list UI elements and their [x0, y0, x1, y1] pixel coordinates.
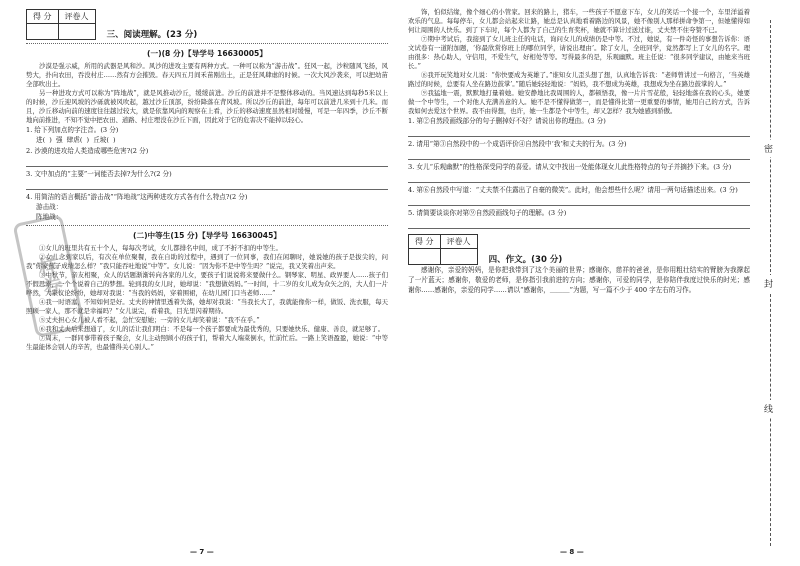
passage-paragraph: 另一种进攻方式可以称为“阵地战”，就是风推动沙丘，缓缓前进。沙丘的前进并不是整体移动的。当风速达到每秒5米以上的时候，沙丘迎风坡的沙砾就被风吹起，越过沙丘顶部，纷纷降落在背风坡。所以沙丘的前进，每年可以前进几米到十几米。而且，沙丘移动向前的速度往往越过较大，就是依靠风向的观察在上看，沙丘的移动速度虽然相对缓慢，可是一年四季，沙丘不断地向前推进，不知不觉中把农田、道路、村庄埋没在沙丘下面，因此对于它的危害决不能掉以轻心。 — [26, 89, 388, 124]
page-number: — 8 — — [560, 548, 584, 556]
passage-paragraph: ⑦周末，一群同事带着孩子聚会，女儿主动照顾小的孩子们，帮着大人端菜倒水，忙前忙后。一路上笑语盈盈，她说：“中等生最能体会别人的辛苦，也最懂得关心别人。” — [26, 334, 388, 351]
section-header — [26, 8, 388, 40]
passage-paragraph: ⑤丈夫担心女儿被人看不起，急忙安慰她；一旁的女儿却笑着说：“我不在乎。” — [39, 316, 260, 324]
question-1: 1. 给下列加点的字注音。(3 分) — [26, 126, 119, 134]
passage-paragraph: ⑨我猛地一震，默默地打量着她。她安静地比我周围的人，都顿悟我，像一片片雪花般，轻轻地落在我的心头，她要做一个中等生，一个对他人充满善意的人。她不是不懂得做第一，而是懂得比第一更重要的事情，她用自己的方式，告诉我如何去爱这个世界。我不由得想，也许，她一生都是个中等生，却又怎样？我为她感到骄傲。 — [408, 89, 750, 115]
page-7-content — [26, 8, 388, 352]
essay-text: 感谢你，亲爱的妈妈，是你把我带到了这个美丽的世界；感谢你，慈祥的爸爸，是你用粗壮结实的臂膀为我撑起了一片蓝天；感谢你，敬爱的老师，是你指引我前进的方向；感谢你，可爱的同学，是你陪伴我度过快乐的时光；感谢你……感谢你，亲爱的同学……请以“感谢你，＿＿＿”为题，写一篇不少于 400 字左右的习作。 — [408, 266, 750, 294]
question-2: 2. 沙漠的进攻给人类造成哪些危害?(2 分) — [26, 147, 149, 155]
section-title: 三、阅读理解。(23 分) — [106, 30, 198, 40]
question-5: 5. 请简要谈谈你对第⑨自然段画线句子的理解。(3 分) — [408, 209, 567, 217]
grader-label: 评卷人 — [58, 10, 95, 24]
question-4: 4. 用简洁的语言概括“游击战”“阵地战”这两种进攻方式各有什么特点?(2 分) — [26, 193, 248, 201]
essay-prompt — [408, 265, 750, 295]
binding-char: 密 — [764, 140, 773, 157]
divider — [26, 43, 388, 44]
binding-char: 封 — [764, 275, 773, 292]
question-3: 3. 文中加点的“主要”一词能否去掉?为什么?(2 分) — [26, 170, 172, 178]
word-item[interactable]: 进( ) — [36, 136, 52, 144]
grader-input[interactable] — [58, 24, 95, 40]
passage-paragraph: ⑧我开玩笑地对女儿说：“你快要成为英雄了。”谁知女儿歪头想了想，认真地告诉我：“老师曾讲过一句格言，‘当英雄路过的时候，总要有人坐在路边鼓掌’。”随后她轻轻地说：“妈妈，我不想成为英雄，我想成为坐在路边鼓掌的人。” — [408, 71, 750, 88]
answer-line[interactable] — [408, 195, 750, 206]
answer-line[interactable] — [408, 126, 750, 137]
answer-line[interactable] — [408, 149, 750, 160]
passage-paragraph: ⑦期中考试后，我接到了女儿班主任的电话，询问女儿的成绩仍是中等。不过，她说，有一件奇怪的事想告诉你：语文试卷有一道附加题，‘你最欣赏你班上的哪位同学，请说出理由’。除了女儿，全班同学，竟然都写上了女儿的名字。理由很多：热心助人，守信用，不爱生气，好相处等等。写得最多的是，乐观幽默。班主任说：“很多同学建议，由她来当班长。” — [408, 35, 750, 70]
binding-char: 线 — [764, 400, 773, 417]
score-label: 得 分 — [27, 10, 59, 24]
question-4: 4. 第⑥自然段中写道：“丈夫禁不住露出了自豪的微笑”。此时，他会想些什么呢？请用一两句话描述出来。(3 分) — [408, 186, 738, 194]
page-8 — [400, 0, 800, 566]
score-label: 得 分 — [409, 235, 441, 249]
word-row — [26, 135, 388, 146]
question-3: 3. 女儿“乐观幽默”的性格深受同学的喜爱。请从文中找出一处能体现女儿此性格特点的句子并摘抄下来。(3 分) — [408, 163, 732, 171]
essay-title: 四、作文。(30 分) — [488, 255, 563, 265]
question-1: 1. 第②自然段画线部分的句子删掉好不好？请说出你的理由。(3 分) — [408, 117, 606, 125]
divider — [26, 225, 388, 226]
answer-line[interactable] — [26, 156, 388, 167]
page-number: — 7 — — [190, 548, 214, 556]
score-table — [408, 234, 478, 265]
score-table — [26, 9, 96, 40]
binding-margin — [754, 0, 800, 566]
passage-paragraph: ①女儿的班里共有五十个人，每每次考试，女儿都排名中间，成了不折不扣的中等生。 — [39, 244, 282, 252]
passage-paragraph: ②女儿念到家以后，有次在单位聚餐，我在自助的过程中，遇到了一位同事，我们在闲聊时，她说她的孩子是拔尖的，问我“你家孩子成绩怎么样？”我只能吞吐地说“中等”。女儿说：“因为你不是中等生吗？”说完，我又笑着出声来。 — [26, 253, 388, 270]
passage-paragraph: 沙漠是强示威，所用的武器是风和沙。风沙的进攻主要有两种方式。一种可以称为“游击战”。狂风一起，沙粒随风飞扬，风势大，扑向农田，吞没村庄……然有方会摧毁。春天四五月间禾苗刚出土，正是狂风肆虐的时候。一次大风沙袭来，可以把幼苗全部吹出土。 — [26, 62, 388, 88]
score-input[interactable] — [409, 249, 441, 265]
grader-label: 评卷人 — [440, 235, 477, 249]
score-input[interactable] — [27, 24, 59, 40]
passage-paragraph: ③中秋节，亲友相聚，众人的话题渐渐转向各家的儿女，要孩子们说说将来要做什么。钢琴家、明星、政界要人……孩子们不假思索，一个个说着自己的梦想。轮到我的女儿时，她却说：“我想做妈妈。”一时间，十二岁的女儿成为众矢之的，大人们一片哗然，大家议论纷纷，她却对我说：“当我的妈妈，穿着围裙，在幼儿园门口当老师……” — [26, 271, 388, 297]
answer-line[interactable] — [408, 172, 750, 183]
word-item[interactable]: 强 肆虐( ) — [55, 136, 90, 144]
part2-heading: (二)中等生(15 分)【导学号 16630045】 — [133, 231, 281, 240]
passage-paragraph: ④我一时语塞，不知如何是好。丈夫的神情里透着失落，她却对我说：“当我长大了，我就能像你一样，做饭、洗衣服，每天照顾一家人，那不就是幸福吗？”女儿说完，看着我，目光里闪着期待。 — [26, 298, 388, 315]
essay-section — [408, 233, 750, 265]
question-2: 2. 请用“第③自然段中的一个成语评价④自然段中‘我’和丈夫的行为。(3 分) — [408, 140, 627, 148]
grader-input[interactable] — [440, 249, 477, 265]
passage-paragraph: 饰，怕似结缘，像个细心的小管家。回来的路上，猪车，一些孩子不愿意下车，女儿的笑话一个接一个，车里洋溢着欢乐的气息。每每停车，女儿都会站起来让路，她总是认真地看着路边的风景，她不像别人那样拼命争第一，但她懂得如何让周围的人快乐。到了下车时，每个人都为了自己的生育奖杯，她就不算计过送过谁，丈夫禁不住夸赞不已。 — [408, 8, 750, 34]
part1-heading: (一)(8 分)【导学号 16630005】 — [147, 49, 267, 58]
page-8-content — [408, 8, 750, 295]
answer-label-zhendi: 阵地战： — [36, 213, 63, 221]
word-item[interactable]: 丘坡( ) — [93, 136, 116, 144]
answer-label-youji: 游击战： — [36, 203, 63, 211]
passage-paragraph: ⑥我和丈夫后来想通了，女儿的话让我们明白：不是每一个孩子都要成为最优秀的，只要她快乐、健康、善良，就足够了。 — [39, 325, 385, 333]
sample-watermark: 样卷 — [12, 214, 85, 338]
answer-line[interactable] — [26, 179, 388, 190]
answer-line[interactable] — [408, 218, 750, 229]
